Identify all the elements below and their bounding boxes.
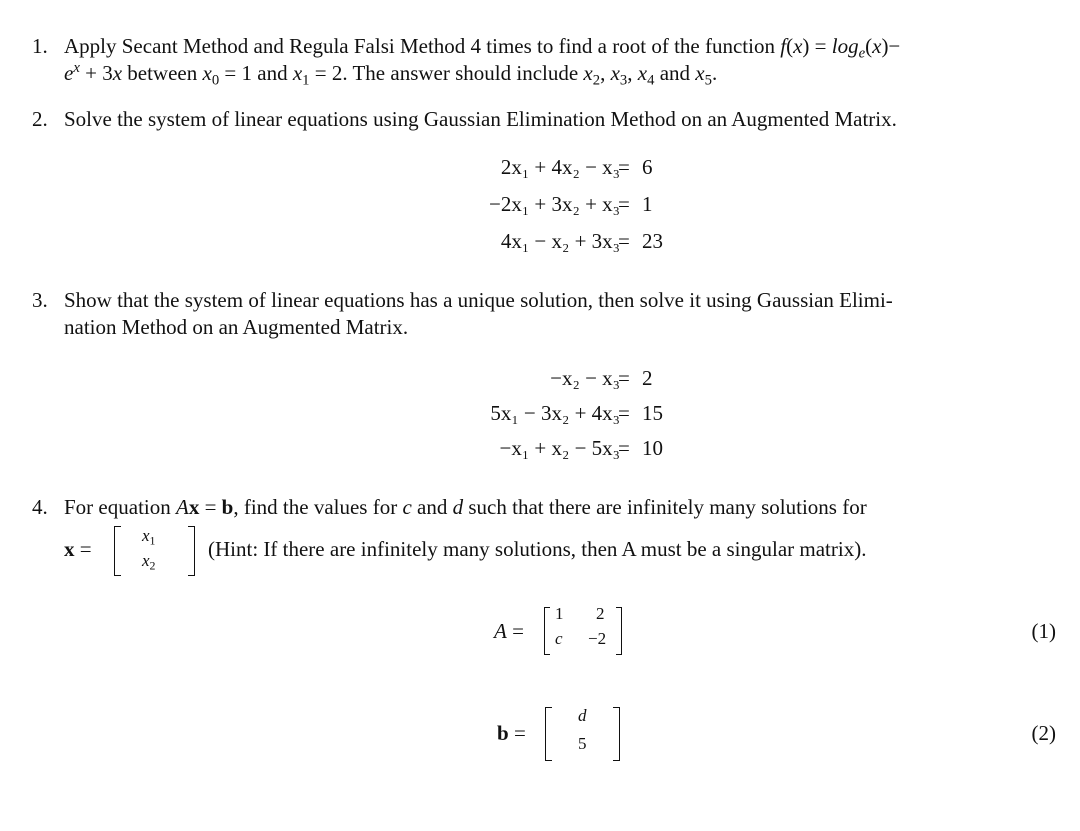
equation-lhs: −x₂ − x₃: [550, 366, 620, 390]
matrix-a-22: −2: [588, 629, 607, 648]
equation-lhs: 4x₁ − x₂ + 3x₃: [500, 229, 620, 253]
question-number: 4.: [32, 495, 48, 519]
question-number: 2.: [32, 107, 48, 131]
x-vector: x =: [64, 537, 92, 561]
left-bracket: [114, 526, 121, 576]
equation-rhs: 1: [642, 192, 653, 216]
equation-rhs: 6: [642, 155, 653, 179]
matrix-a-21: c: [555, 629, 563, 648]
left-bracket: [545, 707, 552, 761]
question-number: 1.: [32, 34, 48, 58]
matrix-a-12: 2: [596, 604, 605, 623]
right-bracket: [613, 707, 620, 761]
equation-rhs: 23: [642, 229, 663, 253]
question-1-line-1: Apply Secant Method and Regula Falsi Method 4 times to find a root of the function $f(x) = \log_e(x)-$: [64, 34, 901, 62]
question-3-line-1: Show that the system of linear equations has a unique solution, then solve it using Gaussian Elimi-: [64, 288, 893, 312]
question-2-text: Solve the system of linear equations using Gaussian Elimination Method on an Augmented Matrix.: [64, 107, 897, 131]
vector-b-2: 5: [578, 734, 587, 753]
vector-b-equation: b =: [497, 721, 526, 745]
equation-lhs: 2x₁ + 4x₂ − x₃: [500, 155, 620, 179]
matrix-a-11: 1: [555, 604, 564, 623]
question-3-line-2: nation Method on an Augmented Matrix.: [64, 315, 409, 339]
x-vector-label: x: [64, 537, 75, 561]
equation-lhs: −x₁ + x₂ − 5x₃: [499, 436, 620, 460]
hint-text: (Hint: If there are infinitely many solutions, then A must be a singular matrix).: [208, 537, 867, 561]
equation-number-2: (2): [1031, 721, 1056, 745]
question-1-line-2: $e^x + 3x$ between $x_0 = 1$ and $x_1 = 2$. The answer should include $x_2$, $x_3$, $x_4$ and $x_5$.: [64, 59, 718, 89]
equation-lhs: 5x₁ − 3x₂ + 4x₃: [490, 401, 620, 425]
equation-number-1: (1): [1031, 619, 1056, 643]
left-bracket: [544, 607, 550, 655]
vector-b-1: d: [578, 706, 587, 725]
question-number: 3.: [32, 288, 48, 312]
equation-lhs: −2x₁ + 3x₂ + x₃: [489, 192, 620, 216]
matrix-a-label: A: [494, 619, 507, 643]
equation-rhs: 10: [642, 436, 663, 460]
equation-rhs: 15: [642, 401, 663, 425]
question-4-line-1: For equation Ax = b, find the values for c and d such that there are infinitely many solutions for: [64, 495, 867, 519]
equation-rhs: 2: [642, 366, 653, 390]
right-bracket: [188, 526, 195, 576]
vector-b-label: b: [497, 721, 509, 745]
matrix-a-equation: A =: [494, 619, 524, 643]
right-bracket: [616, 607, 622, 655]
